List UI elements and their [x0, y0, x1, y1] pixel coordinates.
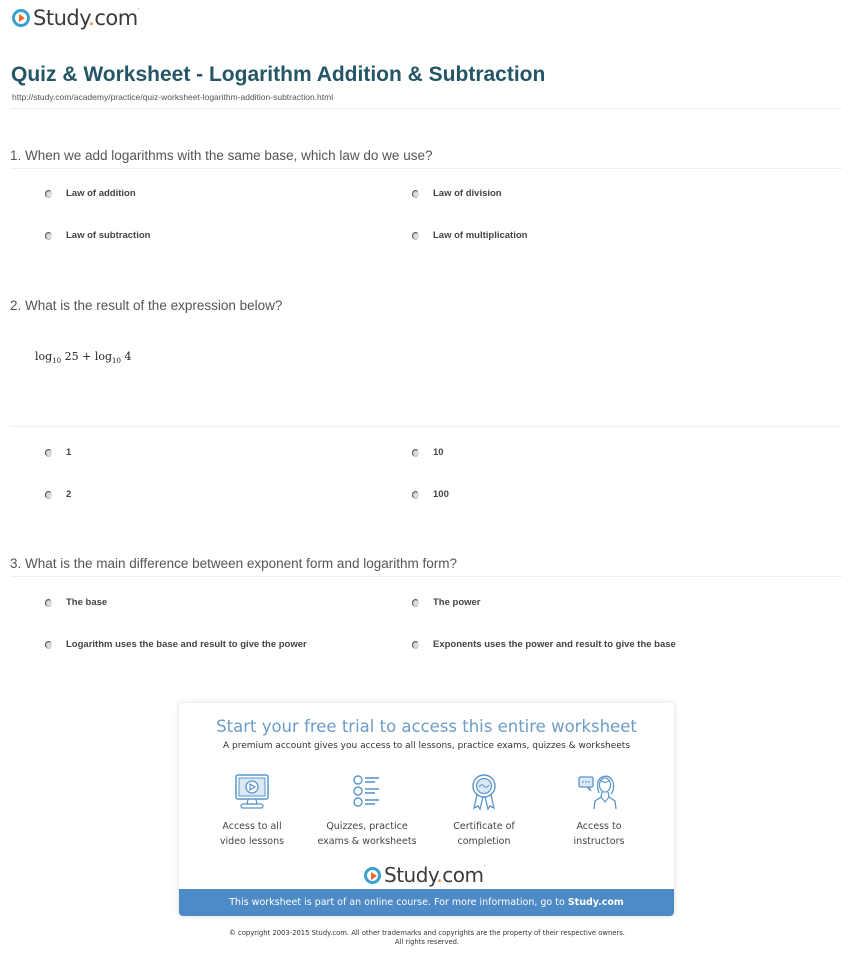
play-circle-icon — [364, 867, 381, 884]
radio-button[interactable] — [412, 599, 419, 607]
feature-video-lessons: Access to all video lessons — [192, 773, 312, 849]
copyright-footer: © copyright 2003-2015 Study.com. All other trademarks and copyrights are the property of their respective owners. All rights reserved. — [229, 929, 625, 946]
math-expression: $\log_{10} 25 + \log_{10} 4$ — [35, 350, 132, 366]
divider — [10, 426, 842, 427]
study-logo[interactable] — [12, 6, 139, 30]
question-1: 1. When we add logarithms with the same base, which law do we use? — [10, 148, 433, 163]
page-title: Quiz & Worksheet - Logarithm Addition & Subtraction — [11, 63, 546, 86]
feature-quizzes: Quizzes, practice exams & worksheets — [307, 773, 427, 849]
q2-option-d[interactable]: 100 — [412, 489, 449, 500]
free-trial-promo[interactable] — [179, 703, 674, 916]
quiz-list-icon — [347, 773, 387, 811]
radio-button[interactable] — [45, 641, 52, 649]
radio-button[interactable] — [45, 491, 52, 499]
instructor-icon — [577, 773, 621, 811]
course-info-bar: This worksheet is part of an online course. For more information, go to Study.com — [179, 889, 674, 916]
radio-button[interactable] — [45, 232, 52, 240]
question-3: 3. What is the main difference between exponent form and logarithm form? — [10, 556, 457, 571]
radio-button[interactable] — [412, 491, 419, 499]
q3-option-c[interactable]: Logarithm uses the base and result to give the power — [45, 639, 307, 650]
q3-option-b[interactable]: The power — [412, 597, 481, 608]
q2-option-b[interactable]: 10 — [412, 447, 444, 458]
radio-button[interactable] — [412, 190, 419, 198]
q1-option-d[interactable]: Law of multiplication — [412, 230, 527, 241]
radio-button[interactable] — [45, 190, 52, 198]
divider — [10, 576, 842, 577]
radio-button[interactable] — [45, 449, 52, 457]
question-2: 2. What is the result of the expression below? — [10, 298, 283, 313]
q1-option-a[interactable]: Law of addition — [45, 188, 136, 199]
logo-wordmark: Study.com· — [33, 6, 140, 30]
divider — [10, 108, 842, 109]
divider — [10, 168, 842, 169]
video-lesson-icon — [232, 773, 272, 811]
certificate-icon — [464, 773, 504, 811]
feature-certificate: Certificate of completion — [424, 773, 544, 849]
radio-button[interactable] — [412, 232, 419, 240]
q3-option-d[interactable]: Exponents uses the power and result to give the base — [412, 639, 676, 650]
logo-wordmark: Study.com· — [384, 863, 485, 887]
radio-button[interactable] — [412, 641, 419, 649]
q1-option-b[interactable]: Law of division — [412, 188, 502, 199]
promo-title[interactable]: Start your free trial to access this entire worksheet — [216, 717, 637, 736]
promo-study-logo[interactable] — [364, 863, 485, 887]
radio-button[interactable] — [45, 599, 52, 607]
radio-button[interactable] — [412, 449, 419, 457]
feature-instructors: Access to instructors — [539, 773, 659, 849]
promo-subtitle: A premium account gives you access to all lessons, practice exams, quizzes & worksheets — [222, 741, 631, 751]
study-link[interactable]: Study.com — [567, 897, 624, 908]
q2-option-a[interactable]: 1 — [45, 447, 71, 458]
q3-option-a[interactable]: The base — [45, 597, 107, 608]
page-url[interactable]: http://study.com/academy/practice/quiz-worksheet-logarithm-addition-subtraction.html — [12, 92, 334, 102]
q2-option-c[interactable]: 2 — [45, 489, 71, 500]
q1-option-c[interactable]: Law of subtraction — [45, 230, 150, 241]
play-circle-icon — [12, 9, 30, 27]
